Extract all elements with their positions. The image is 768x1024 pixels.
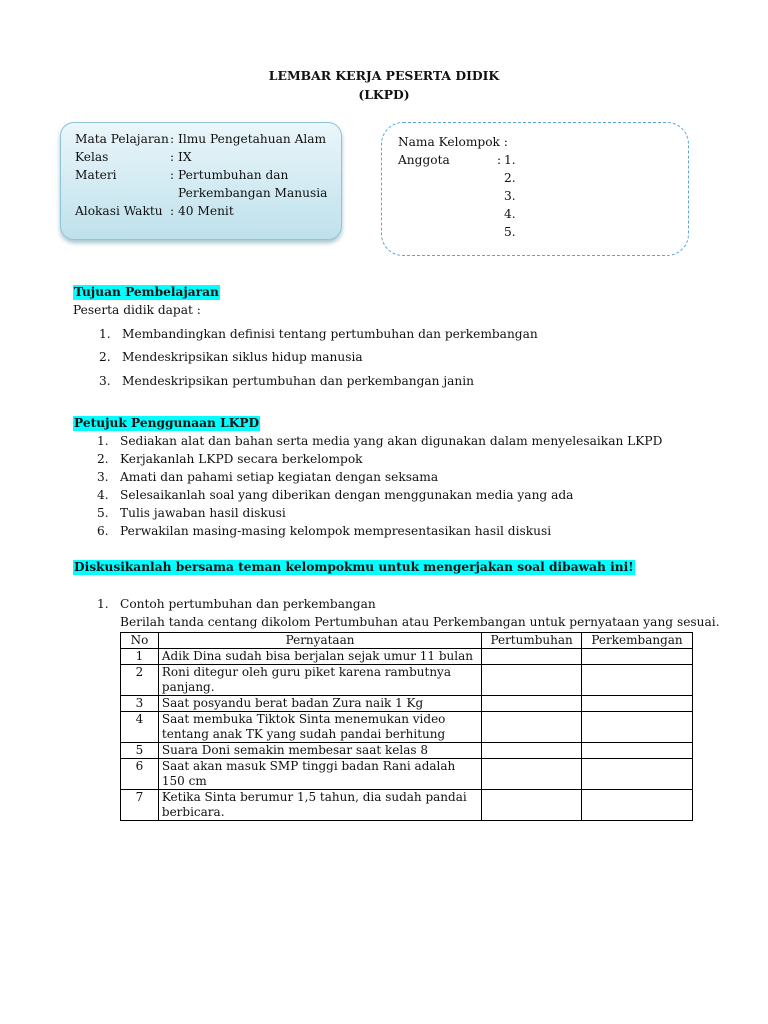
- member-number-4: 4.: [504, 207, 516, 221]
- header-development: Perkembangan: [582, 633, 693, 649]
- list-item: Tulis jawaban hasil diskusi: [120, 506, 286, 520]
- list-item: Amati dan pahami setiap kegiatan dengan seksama: [120, 470, 439, 484]
- discussion-heading: Diskusikanlah bersama teman kelompokmu untuk mengerjakan soal dibawah ini!: [74, 560, 634, 574]
- info-row-class: Kelas : IX: [75, 150, 192, 164]
- header-no: No: [121, 633, 159, 649]
- info-row-time: Alokasi Waktu : 40 Menit: [75, 204, 234, 218]
- objectives-intro: Peserta didik dapat :: [73, 303, 201, 317]
- lesson-info-box: [60, 122, 342, 240]
- member-number-5: 5.: [504, 225, 516, 239]
- member-number-1: 1.: [504, 153, 516, 167]
- table-header-row: [121, 633, 693, 649]
- list-item-number: 3.: [97, 470, 109, 484]
- development-check-cell[interactable]: [582, 759, 693, 790]
- header-growth: Pertumbuhan: [482, 633, 582, 649]
- member-number-3: 3.: [504, 189, 516, 203]
- question-title: Contoh pertumbuhan dan perkembangan: [120, 597, 376, 611]
- member-number-2: 2.: [504, 171, 516, 185]
- list-item: Perwakilan masing-masing kelompok mempresentasikan hasil diskusi: [120, 524, 552, 538]
- statements-table: [120, 632, 693, 821]
- table-row: 6 Saat akan masuk SMP tinggi badan Rani adalah 150 cm: [121, 759, 693, 790]
- list-item-number: 4.: [97, 488, 109, 502]
- growth-check-cell[interactable]: [482, 696, 582, 712]
- table-row: 3 Saat posyandu berat badan Zura naik 1 Kg: [121, 696, 693, 712]
- group-name-label: Nama Kelompok :: [398, 135, 508, 149]
- list-item-number: 2.: [99, 350, 111, 364]
- growth-check-cell[interactable]: [482, 665, 582, 696]
- list-item: Selesaikanlah soal yang diberikan dengan menggunakan media yang ada: [120, 488, 574, 502]
- list-item: Mendeskripsikan pertumbuhan dan perkembangan janin: [122, 374, 475, 388]
- development-check-cell[interactable]: [582, 790, 693, 821]
- growth-check-cell[interactable]: [482, 649, 582, 665]
- info-row-subject: Mata Pelajaran: Ilmu Pengetahuan Alam: [75, 132, 327, 146]
- growth-check-cell[interactable]: [482, 712, 582, 743]
- instructions-heading: Petujuk Penggunaan LKPD: [74, 416, 260, 430]
- development-check-cell[interactable]: [582, 743, 693, 759]
- list-item-number: 5.: [97, 506, 109, 520]
- list-item-number: 3.: [99, 374, 111, 388]
- question-instruction: Berilah tanda centang dikolom Pertumbuhan atau Perkembangan untuk pernyataan yang sesuai.: [120, 615, 720, 629]
- list-item: Kerjakanlah LKPD secara berkelompok: [120, 452, 363, 466]
- question-number: 1.: [97, 597, 109, 611]
- header-statement: Pernyataan: [158, 633, 481, 649]
- growth-check-cell[interactable]: [482, 759, 582, 790]
- list-item-number: 6.: [97, 524, 109, 538]
- list-item-number: 1.: [97, 434, 109, 448]
- table-row: 2 Roni ditegur oleh guru piket karena rambutnya panjang.: [121, 665, 693, 696]
- table-row: 4 Saat membuka Tiktok Sinta menemukan video tentang anak TK yang sudah pandai berhitung: [121, 712, 693, 743]
- info-row-material: Materi : Pertumbuhan dan: [75, 168, 289, 182]
- members-sep: :: [497, 153, 502, 167]
- list-item: Mendeskripsikan siklus hidup manusia: [122, 350, 363, 364]
- table-row: 7 Ketika Sinta berumur 1,5 tahun, dia sudah pandai berbicara.: [121, 790, 693, 821]
- title-line-2: (LKPD): [358, 87, 410, 102]
- table-row: 5 Suara Doni semakin membesar saat kelas 8: [121, 743, 693, 759]
- development-check-cell[interactable]: [582, 712, 693, 743]
- info-row-material-cont: Perkembangan Manusia: [178, 186, 328, 200]
- title-line-1: LEMBAR KERJA PESERTA DIDIK: [268, 68, 500, 83]
- development-check-cell[interactable]: [582, 665, 693, 696]
- growth-check-cell[interactable]: [482, 743, 582, 759]
- list-item: Sediakan alat dan bahan serta media yang akan digunakan dalam menyelesaikan LKPD: [120, 434, 663, 448]
- growth-check-cell[interactable]: [482, 790, 582, 821]
- list-item: Membandingkan definisi tentang pertumbuhan dan perkembangan: [122, 327, 538, 341]
- group-members-box: [381, 122, 689, 256]
- list-item-number: 1.: [99, 327, 111, 341]
- list-item-number: 2.: [97, 452, 109, 466]
- members-label: Anggota: [398, 153, 450, 167]
- development-check-cell[interactable]: [582, 649, 693, 665]
- table-row: 1 Adik Dina sudah bisa berjalan sejak umur 11 bulan: [121, 649, 693, 665]
- development-check-cell[interactable]: [582, 696, 693, 712]
- learning-objectives-heading: Tujuan Pembelajaran: [74, 285, 219, 299]
